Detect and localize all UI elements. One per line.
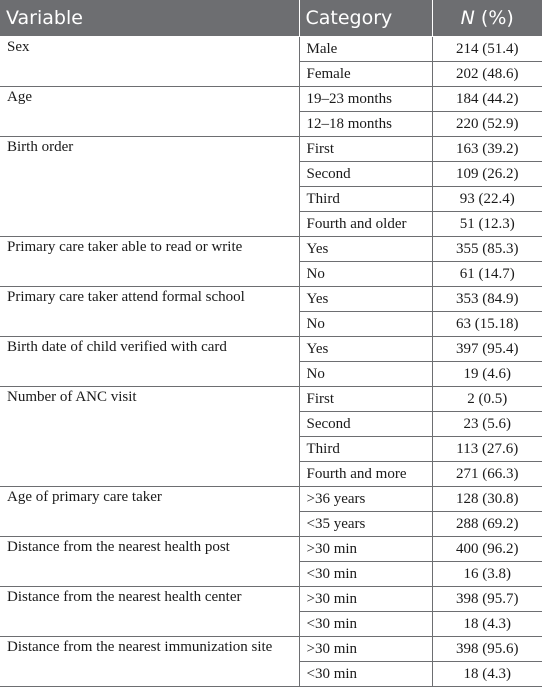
category-cell: Female	[299, 62, 432, 87]
table-row	[0, 587, 542, 612]
variable-cell: Sex	[0, 37, 299, 87]
category-cell: Yes	[299, 287, 432, 312]
n-percent-cell: 2 (0.5)	[432, 387, 542, 412]
category-cell: First	[299, 387, 432, 412]
table-row	[0, 287, 542, 312]
n-percent-cell: 214 (51.4)	[432, 37, 542, 62]
table-header	[0, 0, 542, 37]
n-percent-cell: 397 (95.4)	[432, 337, 542, 362]
n-percent-cell: 353 (84.9)	[432, 287, 542, 312]
variable-cell: Birth date of child verified with card	[0, 337, 299, 387]
category-cell: >30 min	[299, 537, 432, 562]
category-cell: No	[299, 312, 432, 337]
variable-cell: Birth order	[0, 137, 299, 237]
table-row	[0, 537, 542, 562]
n-percent-cell: 18 (4.3)	[432, 662, 542, 687]
n-percent-cell: 355 (85.3)	[432, 237, 542, 262]
n-percent-cell: 63 (15.18)	[432, 312, 542, 337]
n-percent-cell: 16 (3.8)	[432, 562, 542, 587]
variable-cell: Distance from the nearest health center	[0, 587, 299, 637]
table-row	[0, 237, 542, 262]
category-cell: Fourth and more	[299, 462, 432, 487]
n-percent-cell: 202 (48.6)	[432, 62, 542, 87]
n-percent-cell: 113 (27.6)	[432, 437, 542, 462]
n-percent-cell: 128 (30.8)	[432, 487, 542, 512]
category-cell: Yes	[299, 237, 432, 262]
category-cell: >30 min	[299, 587, 432, 612]
n-percent-cell: 19 (4.6)	[432, 362, 542, 387]
n-percent-cell: 93 (22.4)	[432, 187, 542, 212]
variable-cell: Primary care taker attend formal school	[0, 287, 299, 337]
n-percent-cell: 398 (95.7)	[432, 587, 542, 612]
table-row	[0, 37, 542, 62]
category-cell: <30 min	[299, 662, 432, 687]
n-percent-cell: 184 (44.2)	[432, 87, 542, 112]
variable-cell: Distance from the nearest health post	[0, 537, 299, 587]
category-cell: <35 years	[299, 512, 432, 537]
variable-cell: Distance from the nearest immunization site	[0, 637, 299, 687]
category-cell: Fourth and older	[299, 212, 432, 237]
category-cell: >30 min	[299, 637, 432, 662]
variable-cell: Age of primary care taker	[0, 487, 299, 537]
category-cell: Third	[299, 187, 432, 212]
category-cell: Third	[299, 437, 432, 462]
n-percent-cell: 220 (52.9)	[432, 112, 542, 137]
variable-cell: Age	[0, 87, 299, 137]
category-cell: Second	[299, 162, 432, 187]
category-cell: Male	[299, 37, 432, 62]
n-percent-cell: 398 (95.6)	[432, 637, 542, 662]
category-cell: 19–23 months	[299, 87, 432, 112]
category-cell: Yes	[299, 337, 432, 362]
category-cell: Second	[299, 412, 432, 437]
table-row	[0, 387, 542, 412]
category-cell: No	[299, 362, 432, 387]
header-variable: Variable	[0, 0, 299, 37]
n-percent-cell: 61 (14.7)	[432, 262, 542, 287]
table-row	[0, 337, 542, 362]
category-cell: First	[299, 137, 432, 162]
header-n-percent	[432, 0, 542, 37]
n-percent-cell: 18 (4.3)	[432, 612, 542, 637]
n-percent-cell: 271 (66.3)	[432, 462, 542, 487]
category-cell: <30 min	[299, 612, 432, 637]
table-row	[0, 487, 542, 512]
n-percent-cell: 163 (39.2)	[432, 137, 542, 162]
table-row	[0, 137, 542, 162]
table-row	[0, 87, 542, 112]
category-cell: <30 min	[299, 562, 432, 587]
variable-cell: Number of ANC visit	[0, 387, 299, 487]
n-percent-cell: 288 (69.2)	[432, 512, 542, 537]
header-n-label: N	[460, 7, 475, 29]
category-cell: No	[299, 262, 432, 287]
header-pct-label: (%)	[474, 7, 514, 29]
category-cell: >36 years	[299, 487, 432, 512]
table-body	[0, 37, 542, 687]
header-category: Category	[299, 0, 432, 37]
category-cell: 12–18 months	[299, 112, 432, 137]
variable-cell: Primary care taker able to read or write	[0, 237, 299, 287]
n-percent-cell: 51 (12.3)	[432, 212, 542, 237]
n-percent-cell: 400 (96.2)	[432, 537, 542, 562]
table-row	[0, 637, 542, 662]
header-row	[0, 0, 542, 37]
n-percent-cell: 109 (26.2)	[432, 162, 542, 187]
n-percent-cell: 23 (5.6)	[432, 412, 542, 437]
